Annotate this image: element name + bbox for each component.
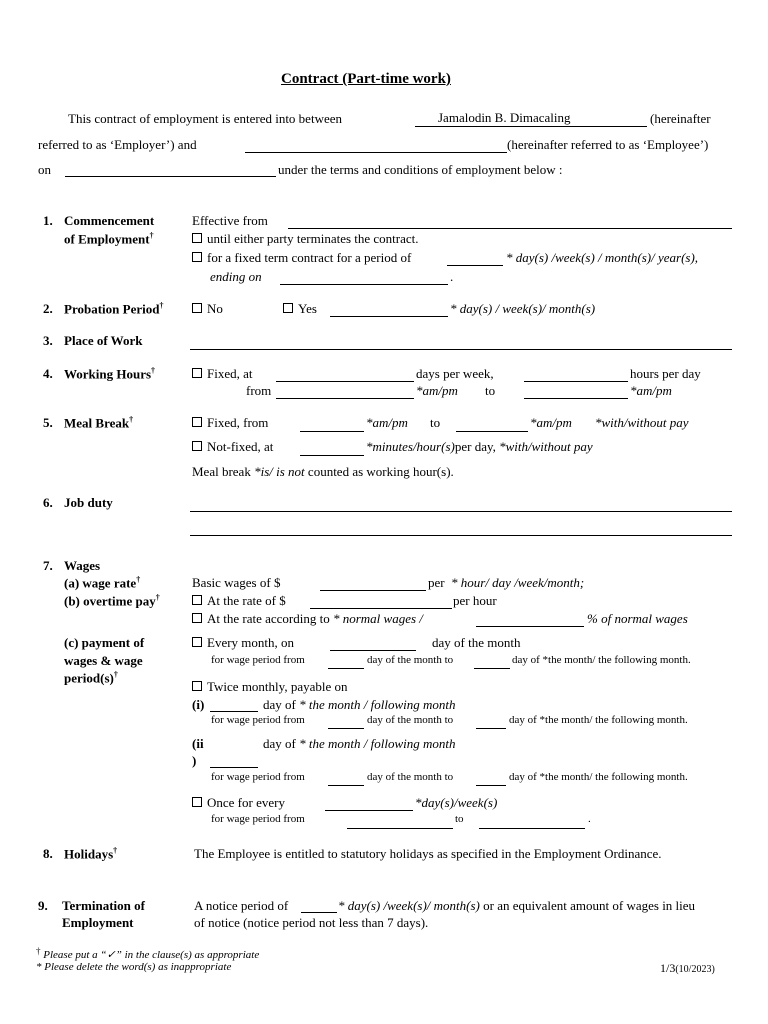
ii-label: (ii — [192, 736, 204, 751]
per-label: per — [428, 575, 445, 590]
from-label: from — [246, 383, 272, 398]
s6-title: Job duty — [64, 495, 113, 510]
day-of-month-to-2: day of the month to — [367, 714, 454, 726]
checkbox[interactable] — [192, 613, 202, 623]
checkbox[interactable] — [192, 252, 202, 262]
day-of-month-label: day of the month — [432, 635, 521, 650]
work-from-field[interactable] — [276, 398, 414, 399]
holidays-text: The Employee is entitled to statutory holidays as specified in the Employment Ordinance. — [194, 846, 662, 861]
s2-title: Probation Period† — [64, 301, 164, 317]
meal-break-note: Meal break *is/ is not counted as working hour(s). — [192, 464, 454, 479]
twice-day-1-field[interactable] — [210, 711, 258, 712]
notice-period-units: * day(s) /week(s)/ month(s) or an equivalent amount of wages in lieu — [338, 898, 696, 913]
per-hour-label: per hour — [453, 593, 497, 608]
fixed-term-period-field[interactable] — [447, 265, 503, 266]
wage-period-from-2[interactable] — [328, 728, 364, 729]
place-of-work-field[interactable] — [190, 349, 732, 350]
overtime-rate: At the rate of $ — [192, 593, 286, 609]
s1-units: * day(s) /week(s) / month(s)/ year(s), — [506, 250, 699, 265]
days-per-week-label: days per week, — [416, 366, 494, 381]
s4-title: Working Hours† — [64, 366, 156, 382]
day-of-month-to-1: day of the month to — [367, 654, 454, 666]
overtime-percent-field[interactable] — [476, 626, 584, 627]
checkbox[interactable] — [192, 233, 202, 243]
s8-title: Holidays† — [64, 846, 118, 862]
hereinafter-text: (hereinafter — [650, 111, 711, 126]
wage-period-tail-1: day of *the month/ the following month. — [512, 654, 691, 666]
wage-period-to-3[interactable] — [476, 785, 506, 786]
s7-c-label-2: wages & wage — [64, 653, 143, 668]
basic-wages-field[interactable] — [320, 590, 426, 591]
s5-number: 5. — [43, 415, 53, 430]
meal-to-label: to — [430, 415, 441, 430]
checkbox[interactable] — [192, 417, 202, 427]
s8-number: 8. — [43, 846, 53, 861]
ending-on-label: ending on — [210, 269, 262, 284]
s7-title: Wages — [64, 558, 101, 573]
wage-period-from-3[interactable] — [328, 785, 364, 786]
wage-period-label-1: for wage period from — [211, 654, 305, 666]
job-duty-field-1[interactable] — [190, 511, 732, 512]
s4-number: 4. — [43, 366, 53, 381]
s1-number: 1. — [43, 213, 53, 228]
employee-name-field[interactable] — [245, 152, 507, 153]
intro-line2b: (hereinafter referred to as ‘Employee’) — [507, 137, 709, 152]
working-hours-fixed: Fixed, at — [192, 366, 253, 382]
s1-title-1: Commencement — [64, 213, 155, 228]
overtime-according: At the rate according to * normal wages / — [192, 611, 423, 627]
s7-c-label-3: period(s)† — [64, 670, 118, 686]
twice-dayof-1: day of * the month / following month — [263, 697, 456, 712]
wage-period-from-1[interactable] — [328, 668, 364, 669]
meal-ampm-1: *am/pm — [366, 415, 408, 430]
every-month-day-field[interactable] — [330, 650, 416, 651]
s9-title-1: Termination of — [62, 898, 145, 913]
once-every-field[interactable] — [325, 810, 413, 811]
ampm-label: *am/pm — [416, 383, 458, 398]
i-label: (i) — [192, 697, 205, 712]
days-per-week-field[interactable] — [276, 381, 414, 382]
wage-period-tail-2: day of *the month/ the following month. — [509, 714, 688, 726]
pay-every-month: Every month, on — [192, 635, 294, 651]
wage-period-to-1[interactable] — [474, 668, 510, 669]
wage-period-tail-3: day of *the month/ the following month. — [509, 771, 688, 783]
checkbox[interactable] — [283, 303, 293, 313]
checkbox[interactable] — [192, 595, 202, 605]
pay-twice-monthly: Twice monthly, payable on — [192, 679, 348, 695]
s9-title-2: Employment — [62, 915, 134, 930]
overtime-rate-field[interactable] — [310, 608, 452, 609]
s3-title: Place of Work — [64, 333, 143, 348]
wage-period-label-2: for wage period from — [211, 714, 305, 726]
meal-ampm-2: *am/pm — [530, 415, 572, 430]
footnote-asterisk: * Please delete the word(s) as inappropriate — [36, 961, 232, 973]
checkbox[interactable] — [192, 303, 202, 313]
meal-duration-units: *minutes/hour(s)per day, *with/without pay — [366, 439, 593, 454]
work-to-field[interactable] — [524, 398, 628, 399]
page-title: Contract (Part-time work) — [281, 71, 451, 87]
on-label: on — [38, 162, 51, 177]
notice-period-label: A notice period of — [194, 898, 289, 913]
checkbox[interactable] — [192, 797, 202, 807]
s7-b-label: (b) overtime pay† — [64, 593, 160, 609]
intro-line1: This contract of employment is entered into between — [68, 111, 342, 126]
employer-name-line — [415, 126, 647, 127]
contract-date-field[interactable] — [65, 176, 276, 177]
s1-title-2: of Employment† — [64, 231, 154, 247]
probation-yes: Yes — [283, 301, 317, 317]
ii-label-close: ) — [192, 753, 197, 768]
per-units: * hour/ day /week/month; — [451, 575, 585, 590]
employer-name[interactable]: Jamalodin B. Dimacaling — [438, 110, 571, 125]
to-label-4: to — [455, 813, 464, 825]
once-units: *day(s)/week(s) — [415, 795, 498, 810]
probation-no: No — [192, 301, 223, 317]
s3-number: 3. — [43, 333, 53, 348]
hours-per-day-field[interactable] — [524, 381, 628, 382]
s9-number: 9. — [38, 898, 48, 913]
footnote-dagger: † Please put a “✓” in the clause(s) as appropriate — [36, 946, 260, 961]
wage-period-to-4[interactable] — [479, 828, 585, 829]
meal-pay-1: *with/without pay — [595, 415, 689, 430]
s7-a-label: (a) wage rate† — [64, 575, 141, 591]
probation-period-field[interactable] — [330, 316, 448, 317]
checkbox[interactable] — [192, 441, 202, 451]
wage-period-label-3: for wage period from — [211, 771, 305, 783]
meal-break-notfixed: Not-fixed, at — [192, 439, 273, 455]
page-number: 1/3(10/2023) — [660, 961, 715, 975]
checkbox[interactable] — [192, 368, 202, 378]
s5-title: Meal Break† — [64, 415, 134, 431]
s7-number: 7. — [43, 558, 53, 573]
job-duty-field-2[interactable] — [190, 535, 732, 536]
meal-duration-field[interactable] — [300, 455, 364, 456]
checkbox[interactable] — [192, 637, 202, 647]
intro-line2a: referred to as ‘Employer’) and — [38, 137, 197, 152]
to-label: to — [485, 383, 496, 398]
basic-wages-label: Basic wages of $ — [192, 575, 281, 590]
wage-period-to-2[interactable] — [476, 728, 506, 729]
s2-number: 2. — [43, 301, 53, 316]
intro-line3: under the terms and conditions of employment below : — [278, 162, 563, 177]
s6-number: 6. — [43, 495, 53, 510]
pay-once-for-every: Once for every — [192, 795, 285, 811]
twice-dayof-2: day of * the month / following month — [263, 736, 456, 751]
wage-period-from-4[interactable] — [347, 828, 453, 829]
hours-per-day-label: hours per day — [630, 366, 701, 381]
meal-from-field[interactable] — [300, 431, 364, 432]
meal-break-fixed: Fixed, from — [192, 415, 268, 431]
effective-from-field[interactable] — [288, 228, 732, 229]
checkbox[interactable] — [192, 681, 202, 691]
s2-units: * day(s) / week(s)/ month(s) — [450, 301, 596, 316]
ampm-label-2: *am/pm — [630, 383, 672, 398]
s1-option-terminate: until either party terminates the contract. — [192, 231, 419, 247]
wage-period-label-4: for wage period from — [211, 813, 305, 825]
twice-day-2-field[interactable] — [210, 767, 258, 768]
notice-period-field[interactable] — [301, 912, 337, 913]
s7-c-label-1: (c) payment of — [64, 635, 145, 650]
meal-to-field[interactable] — [456, 431, 528, 432]
wage-period-dot: . — [588, 813, 591, 825]
notice-period-note: of notice (notice period not less than 7 days). — [194, 915, 429, 930]
effective-from-label: Effective from — [192, 213, 268, 228]
s1-option-fixed-term: for a fixed term contract for a period of — [192, 250, 411, 266]
ending-on-field[interactable] — [280, 284, 448, 285]
day-of-month-to-3: day of the month to — [367, 771, 454, 783]
pct-normal-label: % of normal wages — [587, 611, 688, 626]
s1-period: . — [450, 269, 454, 284]
